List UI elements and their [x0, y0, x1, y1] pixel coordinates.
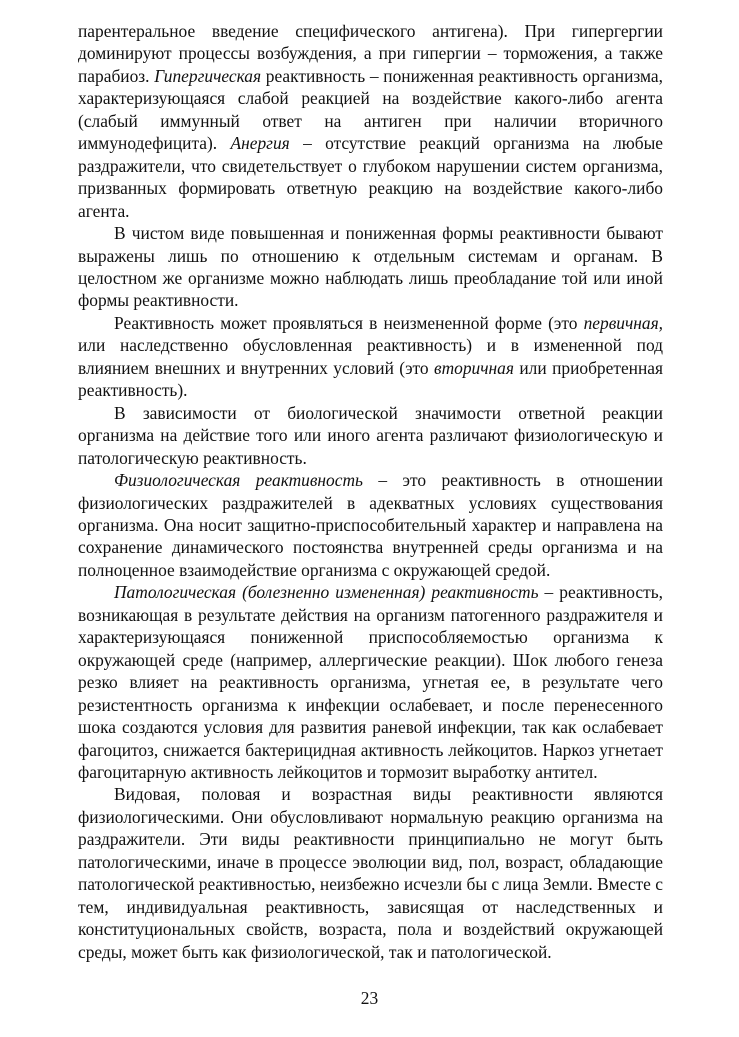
- text-run: Реактивность может проявляться в неизмененной форме (это: [114, 312, 584, 333]
- italic-term: Анергия: [230, 133, 290, 154]
- text-run: В зависимости от биологической значимости ответной реакции организма на действие того или иного агента различают физиологическую и патологическую реактивность.: [78, 402, 663, 468]
- italic-term: вторичная: [434, 357, 514, 378]
- text-run: или приобретенная реактивность).: [78, 357, 663, 401]
- paragraph: [78, 402, 663, 469]
- body-text: [78, 20, 663, 963]
- text-run: или наследственно обусловленная реактивность) и в измененной под влиянием внешних и внутренних условий (это: [78, 335, 663, 378]
- paragraph: [78, 783, 663, 963]
- paragraph: [78, 469, 663, 581]
- text-run: – реактивность, возникающая в результате действия на организм патогенного раздражителя и характеризующаяся пониженной приспособляемостью организма к окружающей среде (например, аллергические реакции). Шок любого генеза резко влияет на реактивность организма, угнетая ее, в результате чего резистентность организма к инфекции ослабевает, и после перенесенного шока создаются условия для развития раневой инфекции, так как ослабевает фагоцитоз, снижается бактерицидная активность лейкоцитов. Наркоз угнетает фагоцитарную активность лейкоцитов и тормозит выработку антител.: [78, 582, 663, 782]
- text-run: – отсутствие реакций организма на любые раздражители, что свидетельствует о глубоком нарушении систем организма, призванных формировать ответную реакцию на воздействие какого-либо агента.: [78, 133, 664, 221]
- page-number: 23: [360, 988, 379, 1008]
- text-run: Видовая, половая и возрастная виды реактивности являются физиологическими. Они обусловливают нормальную реакцию организма на раздражители. Эти виды реактивности принципиально не могут быть патологическими, иначе в процессе эволюции вид, пол, возраст, обладающие патологической реактивностью, неизбежно исчезли бы с лица Земли. Вместе с тем, индивидуальная реактивность, зависящая от наследственных и конституциональных свойств, возраста, пола и воздействий окружающей среды, может быть как физиологической, так и патологической.: [78, 784, 663, 962]
- text-run: реактивность – пониженная реактивность организма, характеризующаяся слабой реакцией на воздействие какого-либо агента (слабый иммунный ответ на антиген при наличии вторичного иммунодефицита).: [78, 65, 663, 154]
- paragraph: [78, 581, 663, 783]
- text-run: парентеральное введение специфического антигена). При гипергергии доминируют процессы возбуждения, а при гипергии – торможения, а также парабиоз.: [78, 21, 663, 86]
- italic-term: первичная,: [583, 312, 663, 333]
- paragraph: [78, 312, 663, 402]
- text-run: – это реактивность в отношении физиологических раздражителей в адекватных условиях существования организма. Она носит защитно-приспособительный характер и направлена на сохранение динамического постоянства внутренней среды организма и на полноценное взаимодействие организма с окружающей средой.: [78, 470, 663, 580]
- italic-term: Физиологическая реактивность: [114, 470, 363, 491]
- paragraph: [78, 222, 663, 312]
- text-run: В чистом виде повышенная и пониженная формы реактивности бывают выражены лишь по отношению к отдельным системам и органам. В целостном же организме можно наблюдать лишь преобладание той или иной формы реактивности.: [78, 223, 663, 311]
- italic-term: Патологическая (болезненно измененная) реактивность: [114, 582, 539, 603]
- italic-term: Гипергическая: [154, 65, 262, 86]
- paragraph: [78, 20, 663, 222]
